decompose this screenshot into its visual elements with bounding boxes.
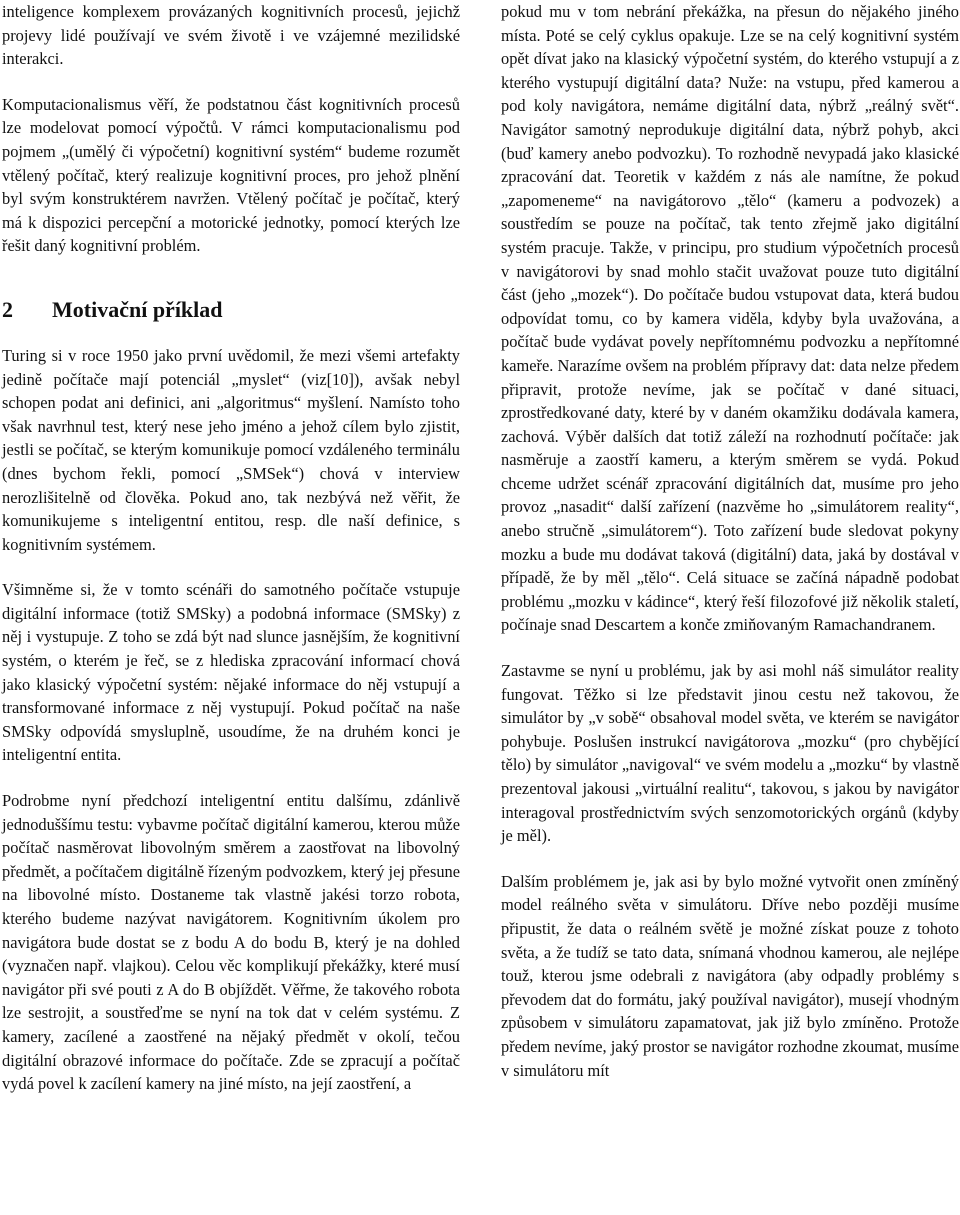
left-column (2, 0, 460, 1096)
section-title-heading (2, 296, 460, 324)
section-title: Motivační příklad (52, 296, 223, 322)
paragraph-simulator: Zastavme se nyní u problému, jak by asi mohl náš simulátor reality fungovat. Těžko si lze představit jinou cestu než takovou, že simulátor by „v sobě“ obsahoval model světa, ve kterém se navigátor pohybuje. Poslušen instrukcí navigátorova „mozku“ (pro chybějící tělo) by simulátor „navigoval“ ve svém modelu a „mozku“ by vlastně prezentoval jakousi „virtuální realitu“, takovou, s jakou by navigátor interagoval prostřednictvím svých senzomotorických orgánů (kdyby je měl). (501, 661, 959, 846)
paragraph-scenario: Všimněme si, že v tomto scénáři do samotného počítače vstupuje digitální informace (totiž SMSky) a podobná informace (SMSky) z něj i vystupuje. Z toho se zdá být nad slunce jasnějším, že kognitivní systém, o kterém je řeč, se z hlediska zpracování informací chová jako klasický výpočetní systém: nějaké informace do něj vstupují a transformované informace z něj vystupují. Pokud počítač na naše SMSky odpovídá smysluplně, usoudíme, že na druhém konci je inteligentní entita. (2, 580, 460, 765)
paragraph-intro-continued: inteligence komplexem provázaných kognitivních procesů, jejichž projevy lidé používají ve svém životě i ve vzájemné mezilidské interakci. (2, 2, 460, 69)
paragraph-navigator: Podrobme nyní předchozí inteligentní entitu dalšímu, zdánlivě jednoduššímu testu: vybavme počítač digitální kamerou, kterou může počítač nasměrovat libovolným směrem a zaostřovat na libovolný předmět, a počítačem digitálně řízeným podvozkem, který jej přesune na libovolné místo. Dostaneme tak vlastně jakési torzo robota, kterého budeme nazývat navigátorem. Kognitivním úkolem pro navigátora bude dostat se z bodu A do bodu B, který je na dohled (vyznačen např. vlajkou). Celou věc komplikují překážky, které musí navigátor při své pouti z A do B objíždět. Věřme, že takového robota lze sestrojit, a soustřeďme se nyní na tok dat v celém systému. Z kamery, zacílené a zaostřené na nějaký předmět v okolí, tečou digitální obrazové informace do počítače. Zde se zpracují a počítač vydá povel k zacílení kamery na jiné místo, na její zaostření, a (2, 791, 460, 1094)
paragraph-world-model: Dalším problémem je, jak asi by bylo možné vytvořit onen zmíněný model reálného světa v simulátoru. Dříve nebo později musíme připustit, že data o reálném světě je možné získat pouze z tohoto světa, a že tudíž se tato data, snímaná vhodnou kamerou, ale nejlépe touž, kterou jsme odebrali z navigátora (aby odpadly problémy s převodem dat do formátu, jaký používal navigátor), musejí vhodným způsobem v simulátoru zapamatovat, jak již bylo zmíněno. Protože předem nevíme, jaký prostor se navigátor rozhodne zkoumat, musíme v simulátoru mít (501, 871, 959, 1080)
section-heading (2, 258, 460, 344)
paragraph-navigator-continued: pokud mu v tom nebrání překážka, na přesun do nějakého jiného místa. Poté se celý cyklus opakuje. Lze se na celý kognitivní systém opět dívat jako na klasický výpočetní systém, do kterého vstupují a z kterého vystupují digitální data? Nuže: na vstupu, před kamerou a pod koly navigátora, nemáme digitální data, nýbrž „reálný svět“. Navigátor samotný neprodukuje digitální data, nýbrž pohyb, akci (buď kamery anebo podvozku). To rozhodně nevypadá jako klasické zpracování dat. Teoretik v každém z nás ale namítne, že pokud „zapomeneme“ na navigátorovo „tělo“ (kameru a podvozek) a soustředím se pouze na počítač, tak tento zřejmě jako digitální systém pracuje. Takže, v principu, pro studium výpočetních procesů v navigátorovi by snad mohlo stačit uvažovat pouze tuto digitální část (jeho „mozek“). Do počítače budou vstupovat data, která budou odpovídat tomu, co by kamera viděla, kdyby byla uvažována, a počítač bude vydávat povely nepřítomnému podvozku a nepřítomné kameře. Narazíme ovšem na problém přípravy dat: data nelze předem připravit, protože nevíme, jak se počítač v dané situaci, zprostředkované daty, které by v daném okamžiku dodávala kamera, zachová. Výběr dalších dat totiž záleží na rozhodnutí počítače: jak nasměruje a zaostří kameru, a kterým směrem se vydá. Pokud chceme udržet scénář zpracování digitálních dat, musíme pro jeho provoz „nasadit“ další zařízení (nazvěme ho „simulátorem reality“, anebo stručně „simulátorem“). Toto zařízení bude sledovat pokyny mozku a bude mu dodávat taková (digitální) data, jaká by dostával v případě, že by měl „tělo“. Celá situace se začíná nápadně podobat problému „mozku v kádince“, který řeší filozofové již několik staletí, počínaje snad Descartem a konče zmiňovaným Ramachandranem. (501, 2, 959, 635)
section-number: 2 (2, 296, 13, 322)
right-column (501, 0, 959, 1082)
paragraph-computationalism: Komputacionalismus věří, že podstatnou část kognitivních procesů lze modelovat pomocí výpočtů. V rámci komputacionalismu pod pojmem „(umělý či výpočetní) kognitivní systém“ budeme rozumět vtělený počítač, který realizuje kognitivní proces, pro jehož plnění byl svým konstruktérem navržen. Vtělený počítač je počítač, který má k dispozici percepční a motorické jednotky, pomocí kterých lze řešit daný kognitivní problém. (2, 94, 460, 256)
paragraph-turing: Turing si v roce 1950 jako první uvědomil, že mezi všemi artefakty jedině počítače mají potenciál „myslet“ (viz[10]), avšak nebyl schopen podat ani definici, ani „algoritmus“ myšlení. Namísto toho však navrhnul test, který nese jeho jméno a jehož cílem bylo zjistit, jestli se počítač, se kterým komunikuje pomocí vzdáleného terminálu (dnes bychom řekli, pomocí „SMSek“) chová v interview nerozlišitelně od člověka. Pokud ano, tak nezbývá než věřit, že komunikujeme s inteligentní entitou, resp. dle naší definice, s kognitivním systémem. (2, 345, 460, 554)
